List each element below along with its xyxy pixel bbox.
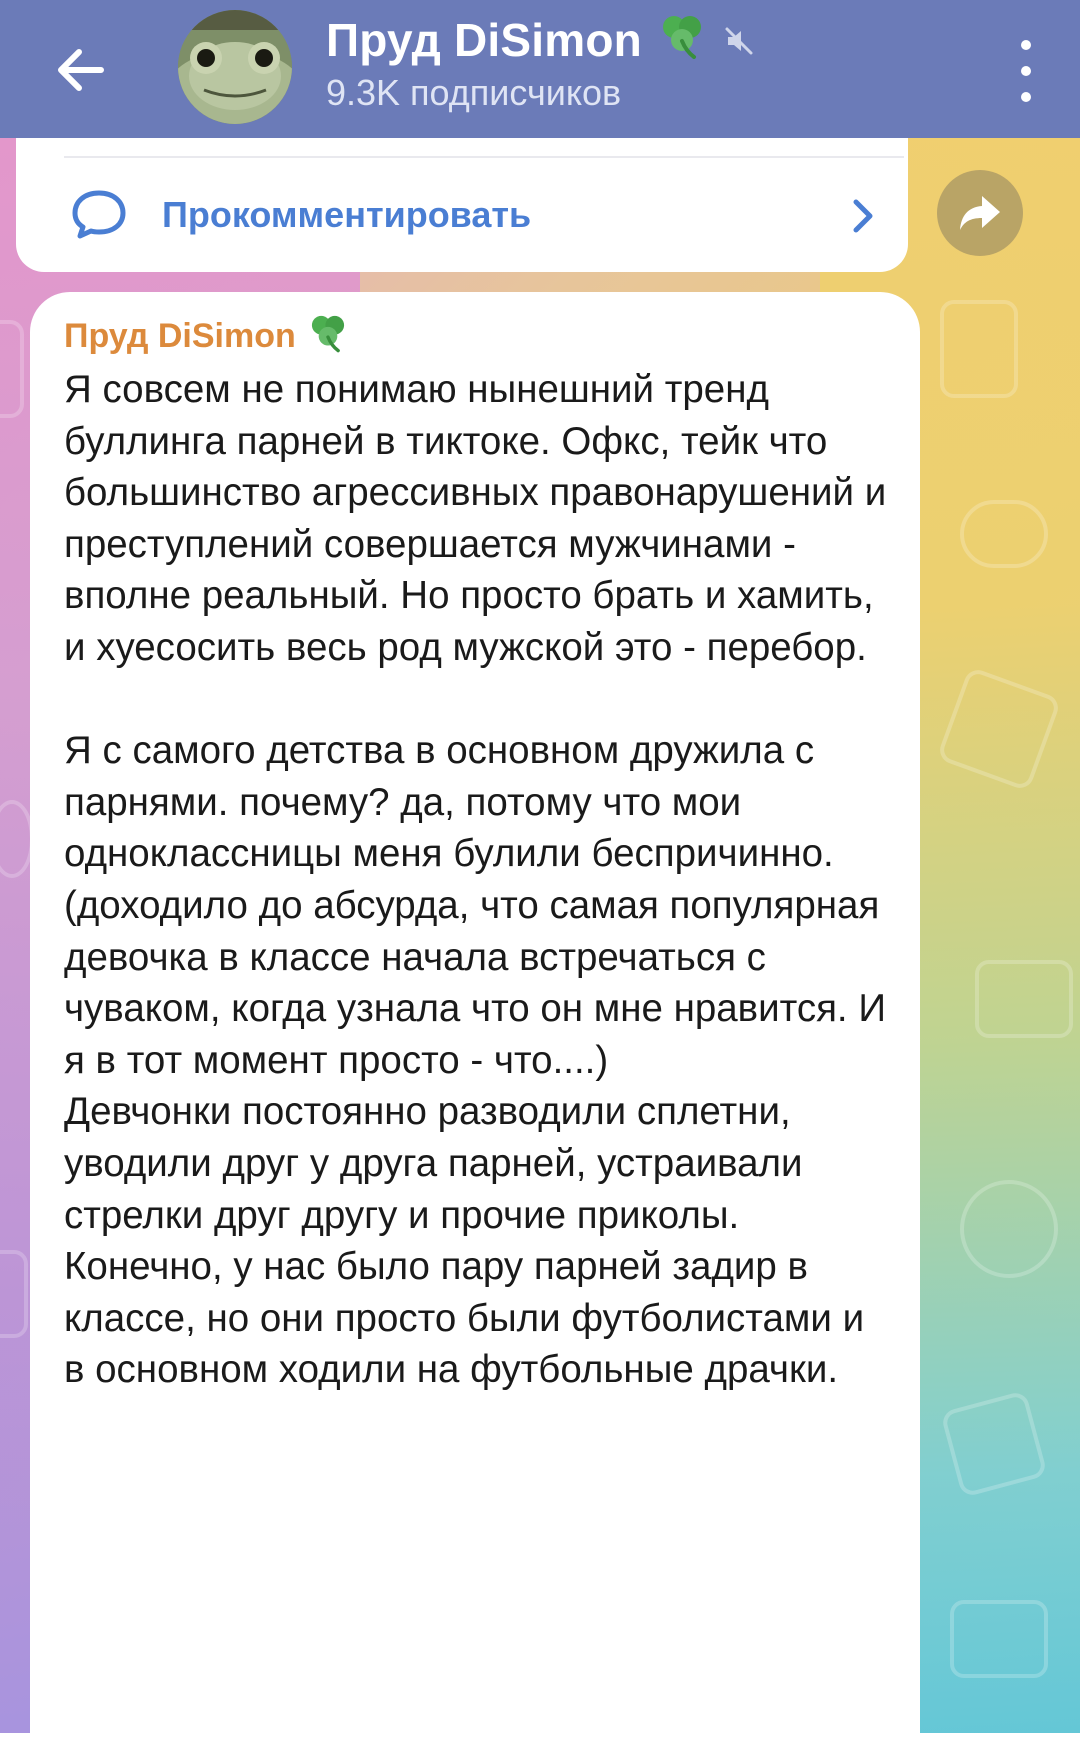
arrow-left-icon: [55, 48, 105, 92]
more-options-button[interactable]: [1006, 34, 1046, 108]
comment-button[interactable]: [16, 158, 908, 270]
clover-icon: [306, 310, 350, 363]
channel-title-block[interactable]: [326, 12, 754, 114]
wallpaper-doodle: [0, 320, 24, 418]
wallpaper-doodle: [960, 500, 1048, 568]
comment-label: Прокомментировать: [162, 194, 532, 235]
channel-name: [326, 12, 754, 68]
comment-bubble-icon: [70, 188, 128, 240]
wallpaper-doodle: [960, 1180, 1058, 1278]
message-bubble[interactable]: [30, 292, 920, 1752]
message-text: Я совсем не понимаю нынешний тренд буллинга парней в тиктоке. Офкс, тейк что большинство агрессивных правонарушений и преступлений совершается мужчинами - вполне реальный. Но просто брать и хамить, и хуесосить весь род мужской это - перебор. Я с самого детства в основном дружила с парнями. почему? да, потому что мои одноклассницы меня булили беспричинно. (доходило до абсурда, что самая популярная девочка в классе начала встречаться с чуваком, когда узнала что он мне нравится. И я в тот момент просто - что....) Девчонки постоянно разводили сплетни, уводили друг у друга парней, устраивали стрелки друг другу и прочие приколы. Конечно, у нас было пару парней задир в классе, но они просто были футболистами и в основном ходили на футбольные драчки.: [64, 368, 887, 1392]
menu-dot-icon: [1021, 92, 1031, 102]
frog-avatar-image: [178, 10, 292, 124]
wallpaper-doodle: [950, 1600, 1048, 1678]
chevron-right-icon: [848, 196, 878, 236]
muted-icon: [724, 13, 754, 67]
share-button[interactable]: [937, 170, 1023, 256]
sender-name: Пруд DiSimon: [64, 316, 296, 355]
back-button[interactable]: [40, 30, 120, 110]
forward-arrow-icon: [958, 194, 1002, 232]
subscriber-count: 9.3K подписчиков: [326, 72, 622, 113]
wallpaper-doodle: [0, 1250, 28, 1338]
wallpaper-doodle: [940, 300, 1018, 398]
message-sender: [64, 312, 350, 360]
clover-icon: [656, 9, 708, 72]
menu-dot-icon: [1021, 40, 1031, 50]
chat-header: [0, 0, 1080, 138]
channel-avatar[interactable]: [178, 10, 292, 124]
wallpaper-doodle: [975, 960, 1073, 1038]
channel-name-text: Пруд DiSimon: [326, 14, 642, 66]
menu-dot-icon: [1021, 66, 1031, 76]
